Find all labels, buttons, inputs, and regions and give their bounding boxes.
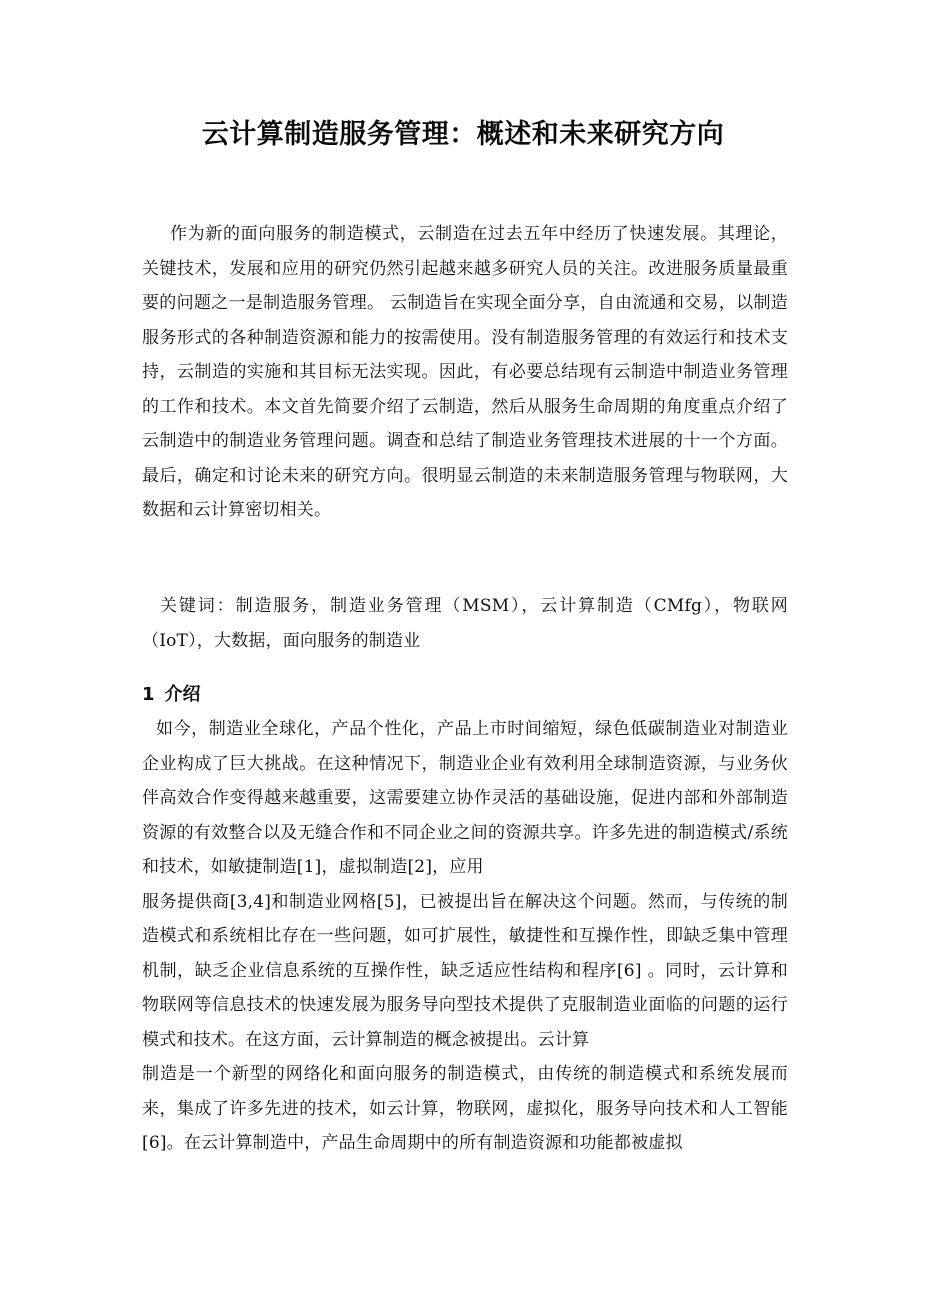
section-title: 介绍 (164, 684, 201, 705)
intro-paragraph-3: 制造是一个新型的网络化和面向服务的制造模式，由传统的制造模式和系统发展而来，集成了许多先进的技术，如云计算，物联网，虚拟化，服务导向技术和人工智能[6]。在云计算制造中，产品生命周期中的所有制造资源和功能都被虚拟 (142, 1064, 788, 1153)
introduction-body (142, 712, 788, 1161)
paper-title: 云计算制造服务管理：概述和未来研究方向 (201, 119, 725, 150)
abstract-paragraph (142, 217, 788, 528)
abstract-text: 作为新的面向服务的制造模式，云制造在过去五年中经历了快速发展。其理论，关键技术，发展和应用的研究仍然引起越来越多研究人员的关注。改进服务质量最重要的问题之一是制造服务管理。 云制造旨在实现全面分享，自由流通和交易，以制造服务形式的各种制造资源和能力的按需使用。没有制造服务管理的有效运行和技术支持，云制造的实施和其目标无法实现。因此，有必要总结现有云制造中制造业务管理的工作和技术。本文首先简要介绍了云制造，然后从服务生命周期的角度重点介绍了云制造中的制造业务管理问题。调查和总结了制造业务管理技术进展的十一个方面。最后，确定和讨论未来的研究方向。很明显云制造的未来制造服务管理与物联网，大数据和云计算密切相关。 (142, 224, 788, 520)
section-number: 1 (142, 684, 155, 705)
intro-paragraph-2: 服务提供商[3,4]和制造业网格[5]，已被提出旨在解决这个问题。然而，与传统的制造模式和系统相比存在一些问题，如可扩展性，敏捷性和互操作性，即缺乏集中管理机制，缺乏企业信息系统的互操作性，缺乏适应性结构和程序[6] 。同时，云计算和物联网等信息技术的快速发展为服务导向型技术提供了克服制造业面临的问题的运行模式和技术。在这方面，云计算制造的概念被提出。云计算 (142, 891, 788, 1050)
keywords-text: 关键词：制造服务，制造业务管理（MSM），云计算制造（CMfg），物联网（IoT），大数据，面向服务的制造业 (142, 596, 788, 651)
section-heading (142, 678, 201, 712)
intro-paragraph-1: 如今，制造业全球化，产品个性化，产品上市时间缩短，绿色低碳制造业对制造业企业构成了巨大挑战。在这种情况下，制造业企业有效利用全球制造资源，与业务伙伴高效合作变得越来越重要，这需要建立协作灵活的基础设施，促进内部和外部制造资源的有效整合以及无缝合作和不同企业之间的资源共享。许多先进的制造模式/系统和技术，如敏捷制造[1]，虚拟制造[2]，应用 (142, 719, 788, 877)
keywords-paragraph (142, 589, 788, 658)
